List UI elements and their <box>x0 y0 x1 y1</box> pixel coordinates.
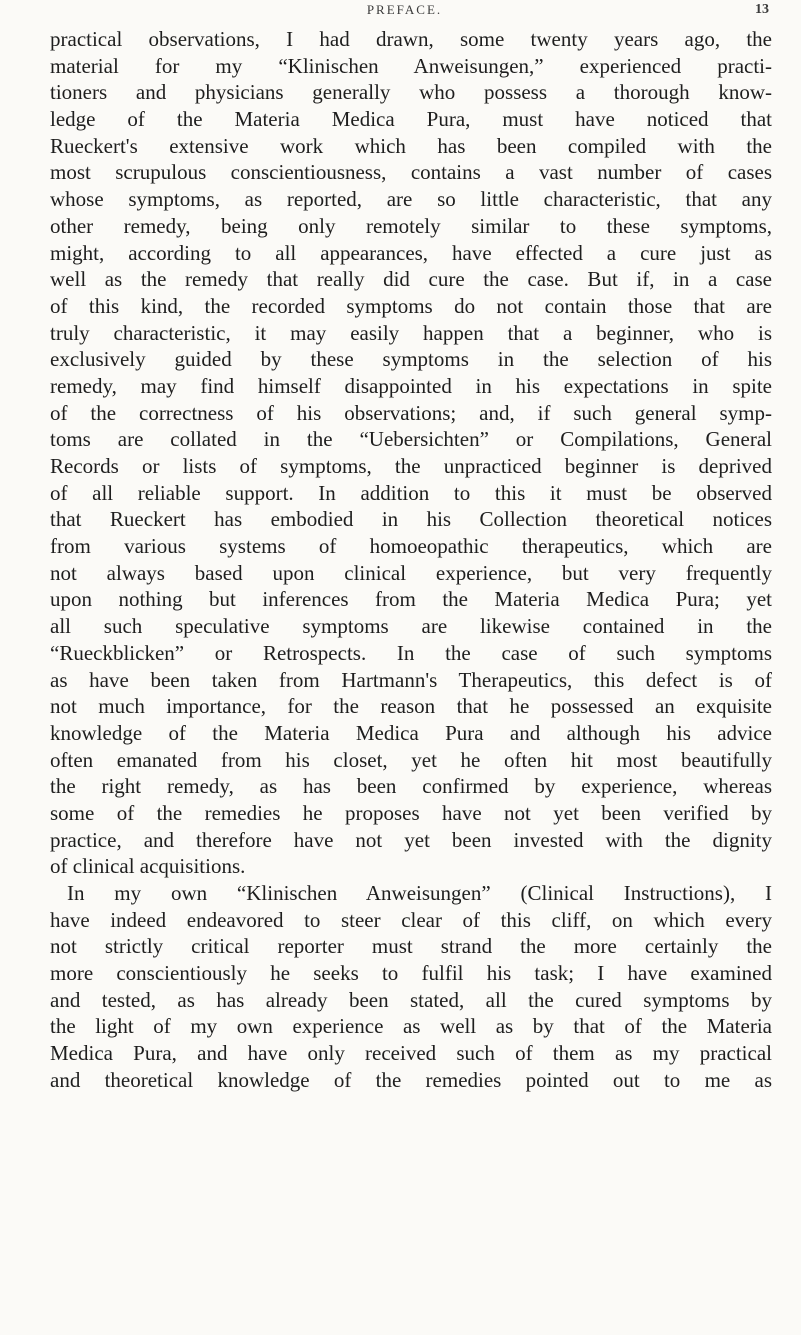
text-line: might, according to all appearances, have effected a cure just as <box>50 240 772 265</box>
text-line: toms are collated in the “Uebersichten” or Compilations, General <box>50 427 772 452</box>
text-line: truly characteristic, it may easily happen that a beginner, who is <box>50 320 772 345</box>
text-line: and tested, as has already been stated, all the cured symptoms by <box>50 987 772 1012</box>
page-number: 13 <box>755 2 769 17</box>
text-line: have indeed endeavored to steer clear of this cliff, on which every <box>50 907 772 932</box>
text-line: Medica Pura, and have only received such of them as my practical <box>50 1041 772 1066</box>
text-line: not always based upon clinical experience, but very frequently <box>50 560 772 585</box>
page-header <box>40 0 769 22</box>
text-line: more conscientiously he seeks to fulfil his task; I have examined <box>50 961 772 986</box>
text-line: not much importance, for the reason that he possessed an exquisite <box>50 694 772 719</box>
running-head: PREFACE. <box>366 2 443 17</box>
text-line: whose symptoms, as reported, are so little characteristic, that any <box>50 187 772 212</box>
text-line: as have been taken from Hartmann's Therapeutics, this defect is of <box>50 667 772 692</box>
text-line: of the correctness of his observations; and, if such general symp- <box>50 400 772 425</box>
text-line: not strictly critical reporter must strand the more certainly the <box>50 934 772 959</box>
text-line: upon nothing but inferences from the Materia Medica Pura; yet <box>50 587 772 612</box>
text-line: ledge of the Materia Medica Pura, must have noticed that <box>50 107 772 132</box>
body-text <box>50 26 772 1094</box>
text-line: knowledge of the Materia Medica Pura and although his advice <box>50 720 772 745</box>
text-line: and theoretical knowledge of the remedies pointed out to me as <box>50 1067 772 1092</box>
text-line: of this kind, the recorded symptoms do not contain those that are <box>50 293 772 318</box>
text-line: often emanated from his closet, yet he often hit most beautifully <box>50 747 772 772</box>
text-line: material for my “Klinischen Anweisungen,” experienced practi- <box>50 53 772 78</box>
text-line: that Rueckert has embodied in his Collection theoretical notices <box>50 507 772 532</box>
text-line: of all reliable support. In addition to this it must be observed <box>50 480 772 505</box>
text-line: well as the remedy that really did cure the case. But if, in a case <box>50 267 772 292</box>
text-line: from various systems of homoeopathic therapeutics, which are <box>50 534 772 559</box>
text-line: of clinical acquisitions. <box>50 854 246 879</box>
text-line: all such speculative symptoms are likewise contained in the <box>50 614 772 639</box>
text-line: some of the remedies he proposes have not yet been verified by <box>50 800 772 825</box>
text-line: Rueckert's extensive work which has been compiled with the <box>50 133 772 158</box>
text-line: other remedy, being only remotely similar to these symptoms, <box>50 213 772 238</box>
text-line: “Rueckblicken” or Retrospects. In the case of such symptoms <box>50 640 772 665</box>
text-line: remedy, may find himself disappointed in his expectations in spite <box>50 373 772 398</box>
text-line: tioners and physicians generally who possess a thorough know- <box>50 80 772 105</box>
text-line: Records or lists of symptoms, the unpracticed beginner is deprived <box>50 454 772 478</box>
text-line: most scrupulous conscientiousness, contains a vast number of cases <box>50 160 772 185</box>
text-line: practice, and therefore have not yet been invested with the dignity <box>50 827 772 852</box>
text-line: the light of my own experience as well as by that of the Materia <box>50 1014 772 1039</box>
text-line: exclusively guided by these symptoms in the selection of his <box>50 347 772 372</box>
text-line: the right remedy, as has been confirmed by experience, whereas <box>50 774 772 799</box>
text-line: practical observations, I had drawn, some twenty years ago, the <box>50 27 772 51</box>
text-line: In my own “Klinischen Anweisungen” (Clinical Instructions), I <box>67 881 772 905</box>
